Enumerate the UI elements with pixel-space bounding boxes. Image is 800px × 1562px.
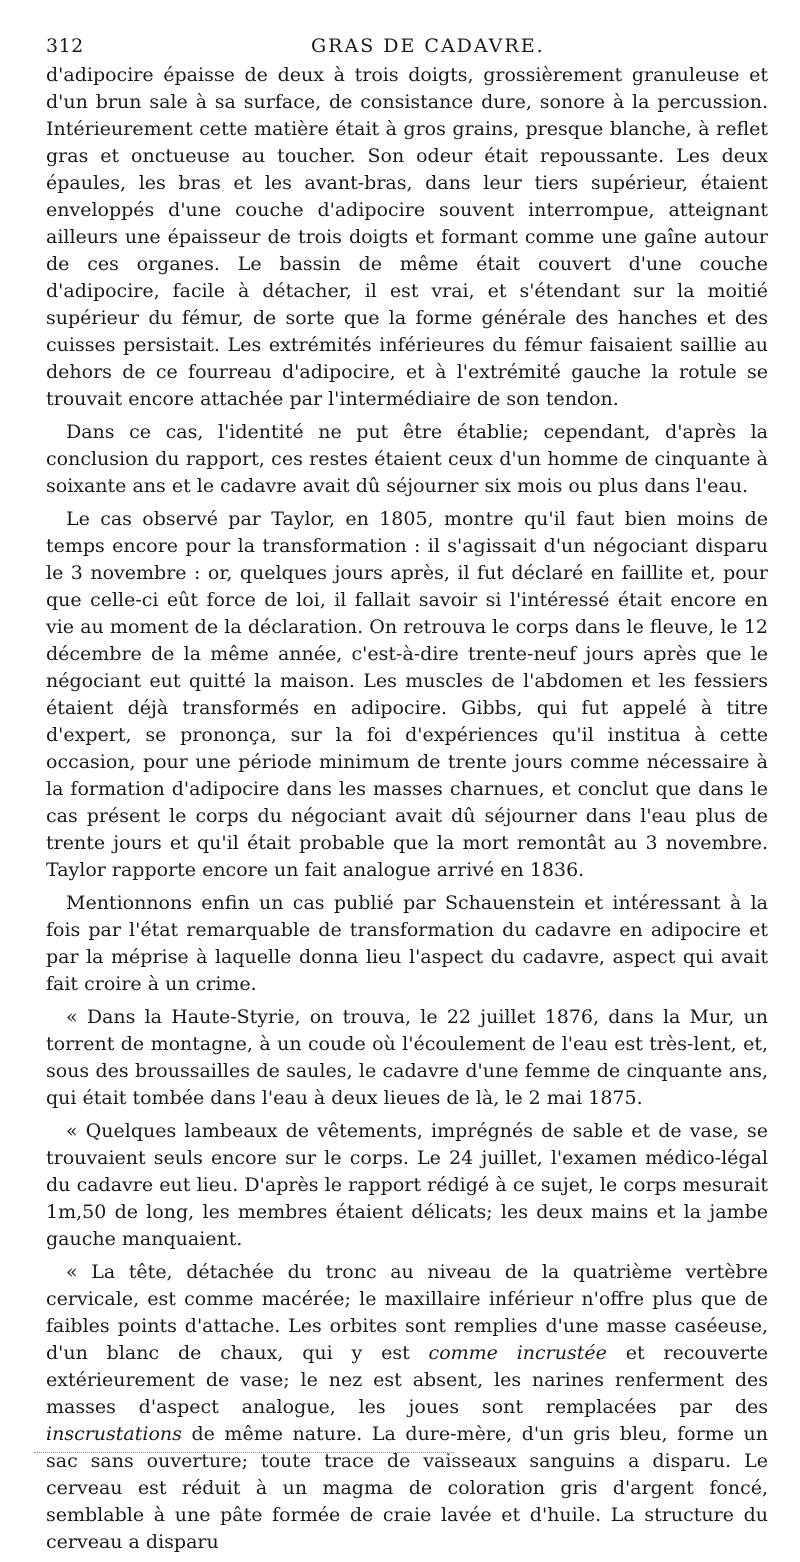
text-segment: et recouverte extérieurement de vase; le nez est absent, les narines renferment des masses d'aspect analogue, les joues sont remplacées par des xyxy=(46,1342,769,1418)
running-title: GRAS DE CADAVRE. xyxy=(311,35,545,57)
paragraph-vetements: « Quelques lambeaux de vêtements, imprégnés de sable et de vase, se trouvaient seuls encore sur le corps. Le 24 juillet, l'examen médico-légal du cadavre eut lieu. D'après le rapport rédigé à ce sujet, le corps mesurait 1m,50 de long, les membres étaient délicats; les deux mains et la jambe gauche manquaient. xyxy=(46,1120,768,1250)
running-head xyxy=(46,30,768,62)
footer-rule xyxy=(34,1452,454,1453)
paragraph-adipocire-description: d'adipocire épaisse de deux à trois doigts, grossièrement granuleuse et d'un brun sale à sa surface, de consistance dure, sonore à la percussion. Intérieurement cette matière était à gros grains, presque blanche, à reflet gras et onctueuse au toucher. Son odeur était repoussante. Les deux épaules, les bras et les avant-bras, dans leur tiers supérieur, étaient enveloppés d'une couche d'adipocire souvent interrompue, atteignant ailleurs une épaisseur de trois doigts et formant comme une gaîne autour de ces organes. Le bassin de même était couvert d'une couche d'adipocire, facile à détacher, il est vrai, et s'étendant sur la moitié supérieur du fémur, de sorte que la forme générale des hanches et des cuisses persistait. Les extrémités inférieures du fémur faisaient saillie au dehors de ce fourreau d'adipocire, et à l'extrémité gauche la rotule se trouvait encore attachée par l'intermédiaire de son tendon. xyxy=(46,64,768,410)
paragraph-tete xyxy=(46,1259,768,1556)
paragraph-haute-styrie: « Dans la Haute-Styrie, on trouva, le 22 juillet 1876, dans la Mur, un torrent de montagne, à un coude où l'écoulement de l'eau est très-lent, et, sous des broussailles de saules, le cadavre d'une femme de cinquante ans, qui était tombée dans l'eau à deux lieues de là, le 2 mai 1875. xyxy=(46,1006,768,1109)
body-text xyxy=(46,62,768,1562)
paragraph-taylor-case: Le cas observé par Taylor, en 1805, montre qu'il faut bien moins de temps encore pour la transformation : il s'agissait d'un négociant disparu le 3 novembre : or, quelques jours après, il fut déclaré en faillite et, pour que celle-ci eût force de loi, il fallait savoir si l'intéressé était encore en vie au moment de la déclaration. On retrouva le corps dans le fleuve, le 12 décembre de la même année, c'est-à-dire trente-neuf jours après que le négociant eut quitté la maison. Les muscles de l'abdomen et les fessiers étaient déjà transformés en adipocire. Gibbs, qui fut appelé à titre d'expert, se prononça, sur la foi d'expériences qu'il institua à cette occasion, pour une période minimum de trente jours comme nécessaire à la formation d'adipocire dans les masses charnues, et conclut que dans le cas présent le corps du négociant avait dû séjourner dans l'eau plus de trente jours et qu'il était probable que la mort remontât au 3 novembre. Taylor rapporte encore un fait analogue arrivé en 1836. xyxy=(46,508,768,881)
page-number: 312 xyxy=(46,35,84,57)
text-segment: « La tête, détachée du tronc au niveau de la quatrième vertèbre cervicale, est comme macérée; le maxillaire inférieur n'offre plus que de faibles points d'attache. Les orbites sont remplies d'une masse caséeuse, d'un blanc de chaux, qui y est xyxy=(46,1261,768,1364)
text-segment: de même nature. La dure-mère, d'un gris bleu, forme un sac sans ouverture; toute trace de vaisseaux sanguins a disparu. Le cerveau est réduit à un magma de coloration gris d'argent foncé, semblable à une pâte formée de craie lavée et d'huile. La structure du cerveau a disparu xyxy=(46,1423,768,1553)
italic-text: inscrustations xyxy=(46,1423,182,1445)
paragraph-schauenstein-case: Mentionnons enfin un cas publié par Schauenstein et intéressant à la fois par l'état remarquable de transformation du cadavre en adipocire et par la méprise à laquelle donna lieu l'aspect du cadavre, aspect qui avait fait croire à un crime. xyxy=(46,892,768,995)
italic-text: comme incrustée xyxy=(428,1342,607,1364)
paragraph-identity-conclusion: Dans ce cas, l'identité ne put être établie; cependant, d'après la conclusion du rapport, ces restes étaient ceux d'un homme de cinquante à soixante ans et le cadavre avait dû séjourner six mois ou plus dans l'eau. xyxy=(46,421,768,497)
